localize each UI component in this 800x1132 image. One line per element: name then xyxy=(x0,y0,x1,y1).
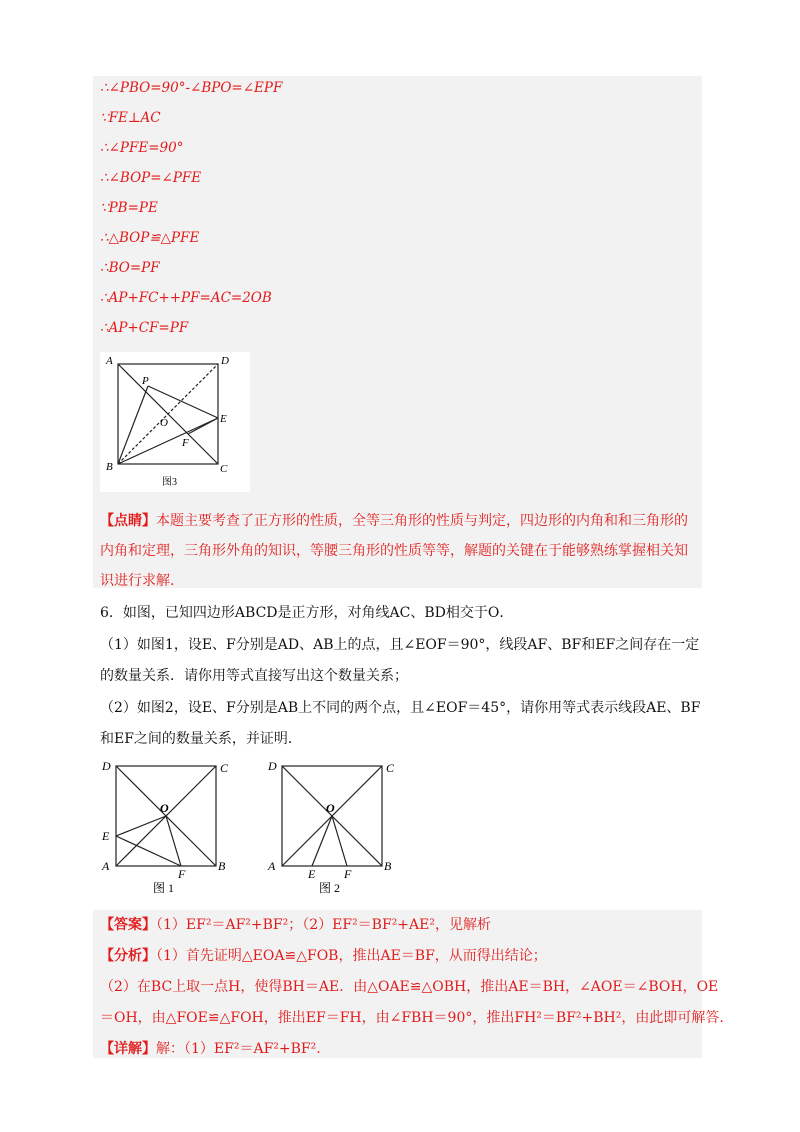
question-part1-line1: （1）如图1，设E、F分别是AD、AB上的点，且∠EOF＝90°，线段AF、BF和EF之间存在一定 xyxy=(100,637,700,653)
analysis-line-3: ＝OH，由△FOE≌△FOH，推出EF＝FH，由∠FBH＝90°，推出FH²＝BF²+BH²，由此即可解答. xyxy=(100,1010,724,1026)
fig2-label-C: C xyxy=(386,761,395,775)
fig1-label-F: F xyxy=(178,867,186,881)
answer-text: （1）EF²＝AF²+BF²；（2）EF²＝BF²+AE²，见解析 xyxy=(156,917,491,933)
fig2-label-D: D xyxy=(268,759,277,773)
fig1-label-D: D xyxy=(102,759,111,773)
analysis-line-2: （2）在BC上取一点H，使得BH＝AE．由△OAE≌△OBH，推出AE＝BH，∠AOE＝∠BOH，OE xyxy=(100,979,719,995)
fig3-label-F: F xyxy=(182,437,189,449)
question-stem-text: 如图，已知四边形ABCD是正方形，对角线AC、BD相交于O． xyxy=(122,605,514,621)
comment-line-2: 内角和定理，三角形外角的知识，等腰三角形的性质等等，解题的关键在于能够熟练掌握相关知 xyxy=(100,543,688,559)
detail-text: 解：（1）EF²＝AF²+BF². xyxy=(156,1041,321,1057)
comment-line-3: 识进行求解. xyxy=(100,573,175,589)
comment-text-1: 本题主要考查了正方形的性质，全等三角形的性质与判定，四边形的内角和和三角形的 xyxy=(156,513,688,529)
proof-line-7: ∴BO=PF xyxy=(100,260,160,276)
fig3-label-C: C xyxy=(220,463,228,475)
fig3-label-E: E xyxy=(220,413,227,425)
fig1-caption: 图 1 xyxy=(153,881,175,895)
detail-tag: 【详解】 xyxy=(100,1041,156,1057)
fig3-caption: 图3 xyxy=(162,477,177,488)
fig1-label-A: A xyxy=(102,859,110,873)
fig1-label-O: O xyxy=(160,801,169,815)
fig2-caption: 图 2 xyxy=(319,881,341,895)
question-number: 6． xyxy=(100,605,123,621)
fig2-label-F: F xyxy=(344,867,352,881)
fig3-label-P: P xyxy=(142,375,149,387)
question-part2-line1: （2）如图2，设E、F分别是AB上不同的两个点，且∠EOF＝45°，请你用等式表示线段AE、BF xyxy=(100,700,701,716)
proof-line-3: ∴∠PFE=90° xyxy=(100,140,184,156)
fig3-label-D: D xyxy=(221,355,229,367)
proof-line-9: ∴AP+CF=PF xyxy=(100,320,189,336)
fig2-label-O: O xyxy=(326,801,335,815)
fig3-label-A: A xyxy=(106,355,113,367)
analysis-tag: 【分析】 xyxy=(100,948,156,964)
analysis-line-1 xyxy=(100,945,700,965)
figure-3-square-diagram xyxy=(100,352,250,492)
proof-line-8: ∴AP+FC++PF=AC=2OB xyxy=(100,290,272,306)
comment-line-1 xyxy=(100,510,700,530)
fig2-label-B: B xyxy=(384,859,392,873)
fig3-label-O: O xyxy=(160,417,168,429)
question-part2-line2: 和EF之间的数量关系，并证明． xyxy=(100,731,302,747)
proof-line-6: ∴△BOP≌△PFE xyxy=(100,230,200,246)
analysis-text-1: （1）首先证明△EOA≌△FOB，推出AE＝BF，从而得出结论； xyxy=(156,948,547,964)
fig1-label-B: B xyxy=(218,859,226,873)
proof-line-4: ∴∠BOP=∠PFE xyxy=(100,170,202,186)
fig1-label-E: E xyxy=(102,829,110,843)
proof-line-2: ∵FE⊥AC xyxy=(100,110,161,126)
fig3-label-B: B xyxy=(106,461,113,473)
proof-line-1: ∴∠PBO=90°-∠BPO=∠EPF xyxy=(100,80,283,96)
fig2-label-E: E xyxy=(308,867,316,881)
answer-tag: 【答案】 xyxy=(100,917,156,933)
proof-line-5: ∵PB=PE xyxy=(100,200,158,216)
figure-2-square-diagram xyxy=(264,758,404,898)
answer-line xyxy=(100,914,700,934)
question-6-stem xyxy=(100,602,700,622)
fig1-label-C: C xyxy=(220,761,229,775)
detail-line xyxy=(100,1038,700,1058)
comment-tag: 【点睛】 xyxy=(100,513,156,529)
fig2-label-A: A xyxy=(268,859,276,873)
question-part1-line2: 的数量关系．请你用等式直接写出这个数量关系； xyxy=(100,668,408,684)
figure-1-square-diagram xyxy=(98,758,238,898)
